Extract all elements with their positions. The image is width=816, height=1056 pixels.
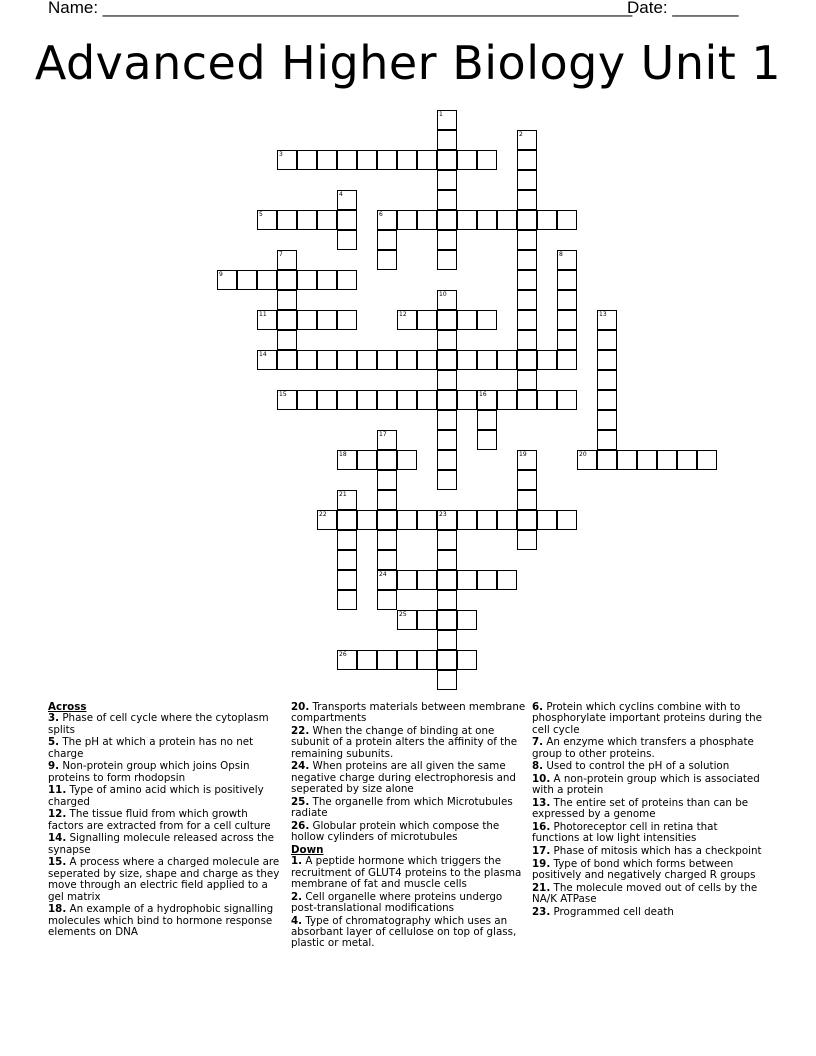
clue-number-label: 10. [532,773,551,785]
clue [48,809,284,832]
clue [48,737,284,760]
grid-cell[interactable] [377,590,397,610]
clue [48,857,284,903]
clue-number: 5 [259,211,263,218]
clue-number: 2 [519,131,523,138]
grid-cell[interactable] [637,450,657,470]
grid-cell[interactable] [417,650,437,670]
grid-cell[interactable] [437,630,457,650]
grid-cell[interactable] [457,150,477,170]
grid-cell[interactable] [377,510,397,530]
grid-cell[interactable] [517,190,537,210]
grid-cell[interactable] [337,550,357,570]
clue-number: 22 [319,511,327,518]
page-title: Advanced Higher Biology Unit 1 [34,36,782,90]
clue-text: The pH at which a protein has no net charge [48,736,254,760]
grid-cell[interactable] [437,610,457,630]
clue [291,761,527,795]
grid-cell[interactable] [517,490,537,510]
clue-number: 7 [279,251,283,258]
down-heading: Down [291,843,324,856]
clue-text: A process where a charged molecule are seperated by size, shape and charge as they move through an electric field applied to a gel matrix [48,856,280,903]
grid-cell[interactable] [397,150,417,170]
clue [291,726,527,760]
grid-cell[interactable] [277,310,297,330]
clue-number-label: 23. [532,905,551,918]
grid-cell[interactable] [497,210,517,230]
name-field[interactable]: Name: ________________________________________________________ [48,0,633,17]
grid-cell[interactable] [537,210,557,230]
clue-number-label: 17. [532,845,551,857]
grid-cell[interactable] [437,370,457,390]
grid-cell[interactable] [437,650,457,670]
clue-text: Type of chromatography which uses an absorbant layer of cellulose on top of glass, plastic or metal. [291,914,517,950]
grid-cell[interactable] [597,450,617,470]
grid-cell[interactable] [337,270,357,290]
grid-cell[interactable] [597,350,617,370]
grid-cell[interactable] [357,390,377,410]
date-field[interactable]: Date: _______ [627,0,739,17]
across-heading: Across [48,701,87,713]
clue-text: Photoreceptor cell in retina that functions at low light intensities [532,821,718,845]
clue-text: Transports materials between membrane compartments [291,701,526,725]
grid-cell[interactable] [617,450,637,470]
clue-text: A peptide hormone which triggers the recruitment of GLUT4 proteins to the plasma membrane of fat and muscle cells [291,855,522,891]
grid-cell[interactable] [277,210,297,230]
grid-cell[interactable] [517,350,537,370]
clue [291,821,527,844]
grid-cell[interactable] [597,390,617,410]
grid-cell[interactable] [557,350,577,370]
grid-cell[interactable] [237,270,257,290]
grid-cell[interactable] [477,510,497,530]
grid-cell[interactable] [597,430,617,450]
clue-text: Phase of mitosis which has a checkpoint [550,845,762,857]
grid-cell[interactable] [557,210,577,230]
clue [532,798,768,821]
clue-number: 11 [259,311,267,318]
grid-cell[interactable] [677,450,697,470]
grid-cell[interactable] [337,510,357,530]
grid-cell[interactable] [297,390,317,410]
grid-cell[interactable] [477,410,497,430]
clue-number: 6 [379,211,383,218]
clue-text: The tissue fluid from which growth factors are extracted from for a cell culture [48,808,271,832]
clue-text: Type of bond which forms between positively and negatively charged R groups [532,857,756,881]
grid-cell[interactable] [437,190,457,210]
grid-cell[interactable] [357,510,377,530]
clue-text: A non-protein group which is associated with a protein [532,773,760,797]
grid-cell[interactable] [517,150,537,170]
grid-cell[interactable] [437,310,457,330]
clue-text: When the change of binding at one subunit of a protein alters the affinity of the remaining subunits. [291,725,518,760]
grid-cell[interactable] [517,390,537,410]
grid-cell[interactable] [517,310,537,330]
clue-number: 10 [439,291,447,298]
grid-cell[interactable] [377,550,397,570]
grid-cell[interactable] [437,530,457,550]
clue-number: 21 [339,491,347,498]
clue-number: 26 [339,651,347,658]
grid-cell[interactable] [697,450,717,470]
clue-number-label: 25. [291,795,310,808]
grid-cell[interactable] [337,570,357,590]
clue-number-label: 15. [48,856,67,869]
grid-cell[interactable] [377,470,397,490]
clue-number: 18 [339,451,347,458]
grid-cell[interactable] [357,650,377,670]
clue [532,774,768,797]
clue-number: 12 [399,311,407,318]
clue-number-label: 3. [48,712,60,725]
clue-number-label: 16. [532,821,551,833]
grid-cell[interactable] [297,210,317,230]
grid-cell[interactable] [377,230,397,250]
clue-text: An example of a hydrophobic signalling molecules which bind to hormone response elements on DNA [48,903,274,939]
grid-cell[interactable] [437,210,457,230]
grid-cell[interactable] [437,130,457,150]
clue-number-label: 8. [532,760,544,773]
grid-cell[interactable] [297,350,317,370]
grid-cell[interactable] [437,390,457,410]
grid-cell[interactable] [317,150,337,170]
clue-number-label: 11. [48,784,67,797]
clue-text: Used to control the pH of a solution [543,760,730,773]
grid-cell[interactable] [477,150,497,170]
grid-cell[interactable] [457,650,477,670]
clue-number-label: 12. [48,808,67,821]
grid-cell[interactable] [437,590,457,610]
grid-cell[interactable] [517,290,537,310]
grid-cell[interactable] [517,170,537,190]
grid-cell[interactable] [417,310,437,330]
grid-cell[interactable] [477,570,497,590]
grid-cell[interactable] [457,510,477,530]
clue-number: 23 [439,511,447,518]
grid-cell[interactable] [517,510,537,530]
grid-cell[interactable] [337,390,357,410]
grid-cell[interactable] [357,350,377,370]
clue [532,761,768,772]
grid-cell[interactable] [537,510,557,530]
grid-cell[interactable] [557,310,577,330]
grid-cell[interactable] [457,310,477,330]
grid-cell[interactable] [477,210,497,230]
grid-cell[interactable] [457,210,477,230]
grid-cell[interactable] [517,270,537,290]
grid-cell[interactable] [377,450,397,470]
grid-cell[interactable] [517,330,537,350]
grid-cell[interactable] [517,470,537,490]
grid-cell[interactable] [557,510,577,530]
grid-cell[interactable] [437,170,457,190]
clue-number: 3 [279,151,283,158]
grid-cell[interactable] [437,470,457,490]
clue-number-label: 22. [291,725,310,737]
grid-cell[interactable] [437,230,457,250]
grid-cell[interactable] [517,230,537,250]
grid-cell[interactable] [517,210,537,230]
clue-number: 20 [579,451,587,458]
grid-cell[interactable] [437,410,457,430]
grid-cell[interactable] [357,150,377,170]
clue [48,785,284,808]
clue-number-label: 13. [532,797,551,809]
clue-number: 24 [379,571,387,578]
grid-cell[interactable] [417,210,437,230]
clue [48,713,284,736]
clue [532,737,768,760]
clue [532,702,768,736]
clue-number-label: 19. [532,857,551,870]
grid-cell[interactable] [337,590,357,610]
clue [48,833,284,856]
grid-cell[interactable] [557,330,577,350]
grid-cell[interactable] [597,330,617,350]
grid-cell[interactable] [437,450,457,470]
grid-cell[interactable] [537,350,557,370]
grid-cell[interactable] [377,250,397,270]
clue-text: The organelle from which Microtubules radiate [291,795,513,820]
clue-number-label: 14. [48,832,67,845]
grid-cell[interactable] [437,350,457,370]
clue-number-label: 26. [291,819,310,832]
clue-number: 16 [479,391,487,398]
clue-text: Phase of cell cycle where the cytoplasm splits [48,712,269,736]
clue [48,904,284,938]
grid-cell[interactable] [317,350,337,370]
clue-text: The entire set of proteins than can be expressed by a genome [532,797,749,821]
clue-text: Type of amino acid which is positively charged [48,784,264,808]
grid-cell[interactable] [457,350,477,370]
clue-number-label: 1. [291,855,303,868]
grid-cell[interactable] [317,310,337,330]
grid-cell[interactable] [417,150,437,170]
grid-cell[interactable] [277,350,297,370]
grid-cell[interactable] [657,450,677,470]
grid-cell[interactable] [497,390,517,410]
clue-text: Non-protein group which joins Opsin proteins to form rhodopsin [48,760,250,784]
grid-cell[interactable] [377,530,397,550]
grid-cell[interactable] [357,450,377,470]
grid-cell[interactable] [277,330,297,350]
grid-cell[interactable] [297,270,317,290]
grid-cell[interactable] [477,430,497,450]
grid-cell[interactable] [557,390,577,410]
clue-number: 14 [259,351,267,358]
grid-cell[interactable] [377,150,397,170]
clue-number-label: 6. [532,701,544,713]
grid-cell[interactable] [437,250,457,270]
grid-cell[interactable] [437,570,457,590]
clue-number-label: 2. [291,890,303,903]
clue [532,822,768,845]
grid-cell[interactable] [337,230,357,250]
clue [291,702,527,725]
grid-cell[interactable] [317,210,337,230]
grid-cell[interactable] [597,370,617,390]
grid-cell[interactable] [497,510,517,530]
grid-cell[interactable] [397,390,417,410]
grid-cell[interactable] [397,350,417,370]
clue-number-label: 21. [532,881,551,894]
clue-text: When proteins are all given the same negative charge during electrophoresis and seperated by size alone [291,760,516,796]
grid-cell[interactable] [437,150,457,170]
clue [291,856,527,890]
grid-cell[interactable] [317,390,337,410]
grid-cell[interactable] [417,390,437,410]
grid-cell[interactable] [337,350,357,370]
grid-cell[interactable] [517,250,537,270]
grid-cell[interactable] [517,530,537,550]
grid-cell[interactable] [557,290,577,310]
clue-number: 8 [559,251,563,258]
grid-cell[interactable] [477,350,497,370]
clue-number: 9 [219,271,223,278]
clue-number: 25 [399,611,407,618]
clue-text: Signalling molecule released across the synapse [48,832,274,856]
grid-cell[interactable] [397,570,417,590]
grid-cell[interactable] [397,650,417,670]
clue-column-1 [48,702,284,940]
grid-cell[interactable] [397,450,417,470]
clue-number-label: 7. [532,736,544,749]
grid-cell[interactable] [337,530,357,550]
grid-cell[interactable] [417,570,437,590]
grid-cell[interactable] [337,150,357,170]
clue-text: The molecule moved out of cells by the NA/K ATPase [532,881,758,905]
grid-cell[interactable] [437,430,457,450]
grid-cell[interactable] [277,270,297,290]
grid-cell[interactable] [417,610,437,630]
grid-cell[interactable] [457,570,477,590]
clue-number-label: 5. [48,736,60,749]
clue-text: Programmed cell death [550,905,674,918]
grid-cell[interactable] [257,270,277,290]
clue-number-label: 24. [291,760,310,773]
grid-cell[interactable] [497,570,517,590]
clue [532,846,768,857]
clue-text: An enzyme which transfers a phosphate group to other proteins. [532,736,754,760]
clue-number: 1 [439,111,443,118]
grid-cell[interactable] [597,410,617,430]
grid-cell[interactable] [537,390,557,410]
clue [291,797,527,820]
grid-cell[interactable] [417,350,437,370]
grid-cell[interactable] [377,350,397,370]
clue-number: 17 [379,431,387,438]
grid-cell[interactable] [457,390,477,410]
clue [532,859,768,882]
clue-text: Cell organelle where proteins undergo post-translational modifications [291,890,503,915]
grid-cell[interactable] [497,350,517,370]
clue-column-2 [291,702,527,951]
clue-number-label: 9. [48,760,60,773]
clue [291,916,527,950]
grid-cell[interactable] [437,550,457,570]
grid-cell[interactable] [297,150,317,170]
clue-number: 13 [599,311,607,318]
clue-text: Globular protein which compose the hollow cylinders of microtubules [291,819,500,844]
grid-cell[interactable] [377,650,397,670]
clue [291,892,527,915]
clue-number: 15 [279,391,287,398]
grid-cell[interactable] [397,210,417,230]
grid-cell[interactable] [337,310,357,330]
grid-cell[interactable] [337,210,357,230]
clue-number-label: 20. [291,701,310,713]
grid-cell[interactable] [477,310,497,330]
clue [532,883,768,906]
grid-cell[interactable] [377,390,397,410]
clue-number: 19 [519,451,527,458]
clue-number: 4 [339,191,343,198]
grid-cell[interactable] [517,370,537,390]
clue-column-3 [532,702,768,919]
grid-cell[interactable] [317,270,337,290]
grid-cell[interactable] [377,490,397,510]
clue [48,761,284,784]
grid-cell[interactable] [457,610,477,630]
grid-cell[interactable] [557,270,577,290]
grid-cell[interactable] [417,510,437,530]
clue-number-label: 18. [48,903,67,916]
clue-text: Protein which cyclins combine with to phosphorylate important proteins during the cell cycle [532,701,763,736]
grid-cell[interactable] [297,310,317,330]
grid-cell[interactable] [437,670,457,690]
clue-number-label: 4. [291,914,303,927]
clue [532,907,768,918]
grid-cell[interactable] [437,330,457,350]
grid-cell[interactable] [397,510,417,530]
grid-cell[interactable] [277,290,297,310]
